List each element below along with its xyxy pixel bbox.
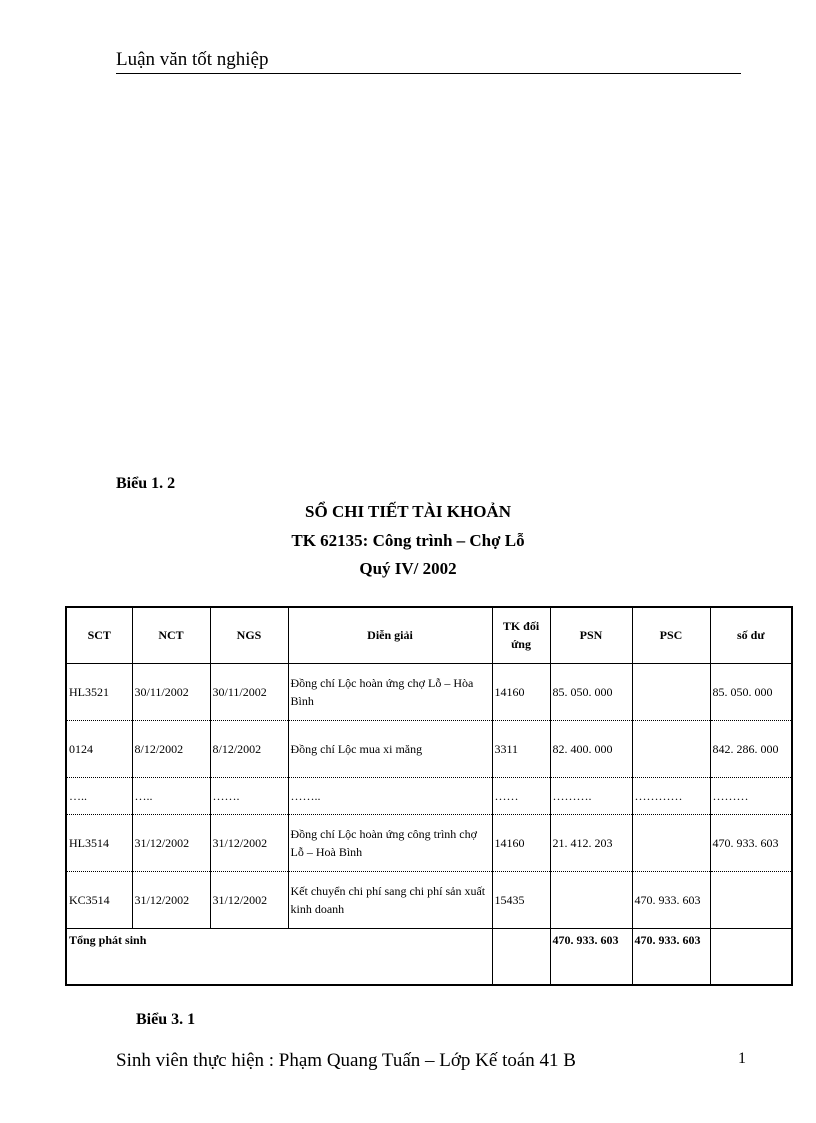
figure-label-top: Biểu 1. 2	[116, 475, 176, 492]
table-cell: 8/12/2002	[210, 721, 288, 778]
column-header: NCT	[132, 607, 210, 663]
page-number: 1	[738, 1050, 746, 1067]
table-row	[66, 663, 792, 720]
table-cell: 470. 933. 603	[710, 814, 792, 871]
column-header: TK đối ứng	[492, 607, 550, 663]
table-cell: …..	[66, 778, 132, 814]
page-header-title: Luận văn tốt nghiệp	[116, 49, 269, 70]
column-header: số dư	[710, 607, 792, 663]
table-cell: …………	[632, 778, 710, 814]
total-label: Tổng phát sinh	[66, 929, 492, 985]
document-title: SỔ CHI TIẾT TÀI KHOẢN	[305, 502, 511, 521]
table-cell: 31/12/2002	[132, 814, 210, 871]
table-row	[66, 778, 792, 814]
table-row	[66, 871, 792, 928]
header-rule	[116, 73, 741, 74]
table-row	[66, 721, 792, 778]
table-cell	[550, 871, 632, 928]
table-cell: …….	[210, 778, 288, 814]
table-cell: 8/12/2002	[132, 721, 210, 778]
table-cell: Đồng chí Lộc hoàn ứng công trình chợ Lỗ – Hoà Bình	[288, 814, 492, 871]
ledger-table	[65, 606, 793, 986]
figure-label-bottom: Biểu 3. 1	[136, 1011, 196, 1028]
table-cell	[710, 871, 792, 928]
table-cell: 15435	[492, 871, 550, 928]
column-header: PSC	[632, 607, 710, 663]
table-cell: 31/12/2002	[132, 871, 210, 928]
page-footer: Sinh viên thực hiện : Phạm Quang Tuấn – Lớp Kế toán 41 B	[116, 1050, 576, 1071]
table-cell: 31/12/2002	[210, 814, 288, 871]
table-cell: ……….	[550, 778, 632, 814]
table-cell: HL3521	[66, 663, 132, 720]
table-cell: 14160	[492, 814, 550, 871]
table-cell: 3311	[492, 721, 550, 778]
total-balance	[710, 929, 792, 985]
table-cell: 85. 050. 000	[710, 663, 792, 720]
table-cell: 470. 933. 603	[632, 871, 710, 928]
table-cell: ……..	[288, 778, 492, 814]
total-psn: 470. 933. 603	[550, 929, 632, 985]
column-header: SCT	[66, 607, 132, 663]
table-cell: Kết chuyển chi phí sang chi phí sản xuất kinh doanh	[288, 871, 492, 928]
column-header: NGS	[210, 607, 288, 663]
table-cell	[632, 814, 710, 871]
document-period: Quý IV/ 2002	[359, 559, 457, 578]
table-cell	[632, 721, 710, 778]
table-header-row	[66, 607, 792, 663]
table-cell: 842. 286. 000	[710, 721, 792, 778]
table-cell: 31/12/2002	[210, 871, 288, 928]
table-cell: 30/11/2002	[210, 663, 288, 720]
column-header: PSN	[550, 607, 632, 663]
table-cell: ………	[710, 778, 792, 814]
table-cell: …..	[132, 778, 210, 814]
table-cell: 0124	[66, 721, 132, 778]
table-total-row	[66, 929, 792, 985]
table-cell: 14160	[492, 663, 550, 720]
table-cell	[632, 663, 710, 720]
table-cell: KC3514	[66, 871, 132, 928]
total-tk	[492, 929, 550, 985]
column-header: Diễn giải	[288, 607, 492, 663]
total-psc: 470. 933. 603	[632, 929, 710, 985]
table-cell: 30/11/2002	[132, 663, 210, 720]
table-cell: HL3514	[66, 814, 132, 871]
table-row	[66, 814, 792, 871]
table-cell: 21. 412. 203	[550, 814, 632, 871]
table-cell: 82. 400. 000	[550, 721, 632, 778]
table-cell: 85. 050. 000	[550, 663, 632, 720]
document-account: TK 62135: Công trình – Chợ Lỗ	[291, 531, 525, 550]
table-cell: Đồng chí Lộc hoàn ứng chợ Lỗ – Hòa Bình	[288, 663, 492, 720]
table-cell: ……	[492, 778, 550, 814]
table-cell: Đồng chí Lộc mua xi măng	[288, 721, 492, 778]
